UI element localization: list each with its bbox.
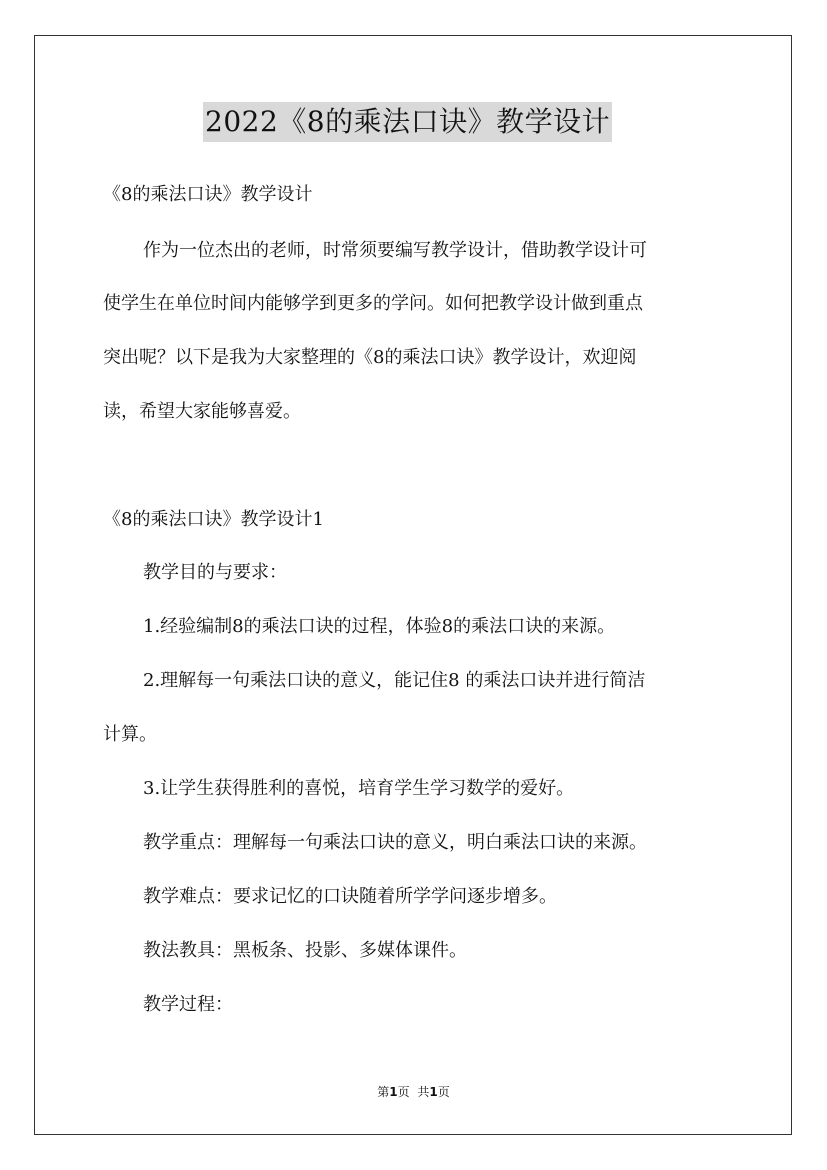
section-heading: 《8的乘法口诀》教学设计1 [103, 509, 324, 530]
body-line: 教学重点：理解每一句乘法口诀的意义，明白乘法口诀的来源。 [143, 832, 647, 853]
body-line: 计算。 [103, 724, 157, 745]
body-line: 3.让学生获得胜利的喜悦，培育学生学习数学的爱好。 [143, 778, 575, 799]
page-suffix: 页 [397, 1085, 410, 1099]
body-line: 教法教具：黑板条、投影、多媒体课件。 [143, 940, 467, 961]
body-line: 1.经验编制8的乘法口诀的过程，体验8的乘法口诀的来源。 [143, 616, 616, 637]
intro-line: 突出呢？以下是我为大家整理的《8的乘法口诀》教学设计，欢迎阅 [103, 347, 637, 368]
page-prefix: 第 [377, 1085, 390, 1099]
intro-line: 使学生在单位时间内能够学到更多的学问。如何把教学设计做到重点 [103, 293, 643, 314]
body-line: 2.理解每一句乘法口诀的意义，能记住8 的乘法口诀并进行简洁 [143, 670, 646, 691]
total-pages: 1 [429, 1085, 438, 1099]
page-number: 1 [389, 1085, 398, 1099]
body-line: 教学目的与要求： [143, 562, 287, 583]
body-line: 教学过程： [143, 994, 233, 1015]
total-prefix: 共 [417, 1085, 430, 1099]
body-line: 教学难点：要求记忆的口诀随着所学学问逐步增多。 [143, 886, 557, 907]
document-subtitle: 《8的乘法口诀》教学设计 [103, 184, 313, 205]
intro-line: 读，希望大家能够喜爱。 [103, 401, 301, 422]
page-footer [0, 1083, 827, 1100]
document-title: 2022《8的乘法口诀》教学设计 [203, 102, 612, 142]
total-suffix: 页 [437, 1085, 450, 1099]
intro-line: 作为一位杰出的老师，时常须要编写教学设计，借助教学设计可 [143, 240, 647, 261]
